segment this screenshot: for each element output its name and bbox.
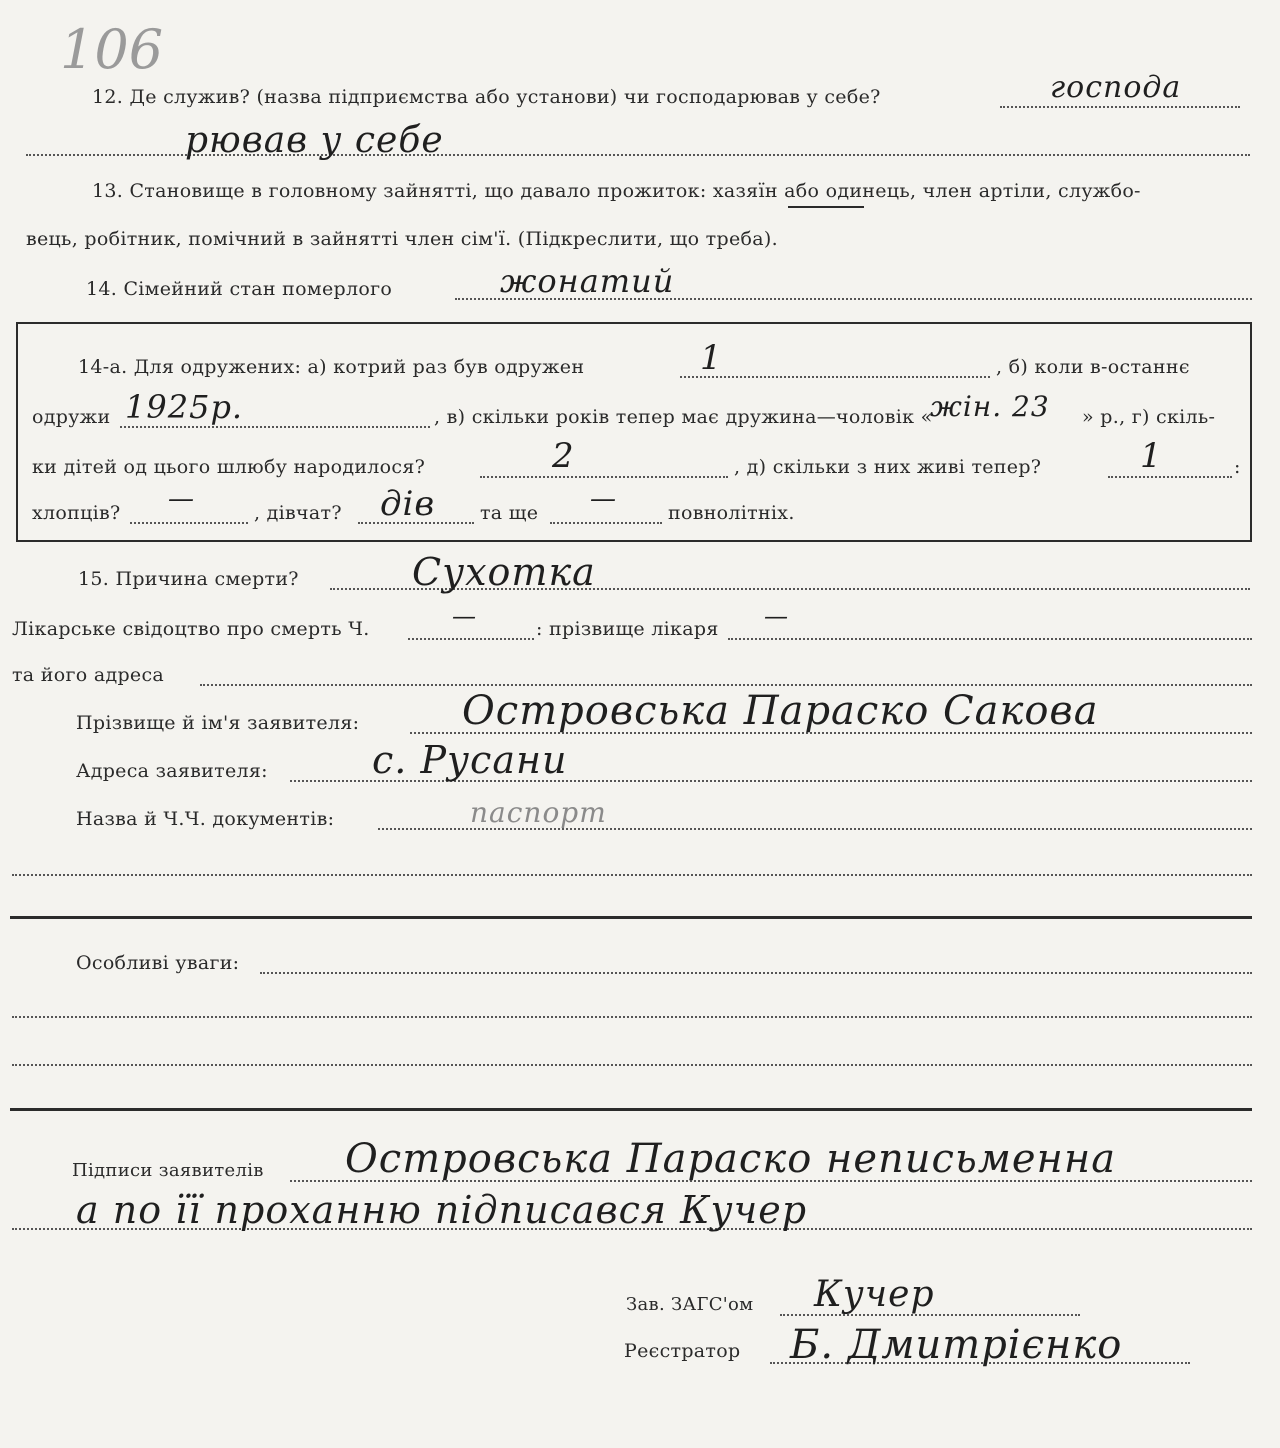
- registrar-label: Реєстратор: [624, 1340, 741, 1362]
- q12-answer-2: рював у себе: [185, 120, 444, 161]
- med-doctor-line: [728, 638, 1252, 640]
- q14a-b-line: [120, 426, 430, 428]
- q13-underline-mark: [788, 206, 864, 208]
- q14a-b-label-2: одружи: [32, 406, 111, 428]
- med-line: [408, 638, 534, 640]
- applicant-name-value: Островська Параско Сакова: [462, 688, 1099, 734]
- q14a-girls-value: дів: [380, 484, 436, 524]
- blank-line-1: [12, 874, 1252, 876]
- q14a-e-line: [1108, 476, 1232, 478]
- zags-label: Зав. ЗАГС'ом: [626, 1294, 754, 1315]
- q14a-colon: :: [1234, 456, 1241, 478]
- med-value: —: [452, 602, 477, 630]
- signatures-line-1-text: Островська Параско неписьменна: [345, 1136, 1117, 1182]
- q14a-b-value: 1925р.: [125, 388, 244, 426]
- q14a-also-line: [550, 522, 662, 524]
- q14a-c-label: , в) скільки років тепер має дружина—чоловік «: [434, 406, 933, 428]
- zags-signature: Кучер: [814, 1274, 935, 1315]
- q14a-e-label: , д) скільки з них живі тепер?: [734, 456, 1042, 478]
- marriage-box: [16, 322, 1252, 542]
- q14-answer: жонатий: [500, 262, 675, 300]
- q14a-d-value: 2: [552, 436, 575, 476]
- med-label: Лікарське свідоцтво про смерть Ч.: [12, 618, 370, 640]
- med-doctor-value: —: [764, 602, 789, 630]
- q15-label: 15. Причина смерти?: [78, 568, 299, 590]
- signatures-label: Підписи заявителів: [72, 1160, 264, 1181]
- q14a-e-value: 1: [1140, 436, 1163, 476]
- q14a-also-value: —: [590, 484, 617, 514]
- applicant-address-label: Адреса заявителя:: [76, 760, 268, 782]
- applicant-docs-label: Назва й Ч.Ч. документів:: [76, 808, 335, 830]
- q13-line-2: вець, робітник, помічний в зайнятті член сім'ї. (Підкреслити, що треба).: [26, 228, 778, 250]
- applicant-docs-value: паспорт: [470, 796, 607, 829]
- q14a-d-line: [480, 476, 728, 478]
- q14a-boys-label: хлопців?: [32, 502, 121, 524]
- q14a-b-label: , б) коли в-останнє: [996, 356, 1190, 378]
- q14a-a-value: 1: [700, 338, 723, 378]
- med-doctor-label: : прізвище лікаря: [536, 618, 719, 640]
- q14a-d-label: ки дітей од цього шлюбу народилося?: [32, 456, 426, 478]
- q14a-boys-line: [130, 522, 248, 524]
- applicant-name-label: Прізвище й ім'я заявителя:: [76, 712, 360, 734]
- q12-answer-line: [1000, 106, 1240, 108]
- notes-label: Особливі уваги:: [76, 952, 240, 974]
- applicant-address-value: с. Русани: [372, 738, 568, 782]
- notes-line-3: [12, 1064, 1252, 1066]
- q14a-c-suffix: » р., г) скіль-: [1082, 406, 1216, 428]
- registrar-signature: Б. Дмитрієнко: [790, 1322, 1123, 1368]
- section-rule-1: [10, 916, 1252, 919]
- q14a-a-line: [680, 376, 990, 378]
- q13-line-1: 13. Становище в головному зайнятті, що давало прожиток: хазяїн або одинець, член артіли, службо-: [92, 180, 1141, 202]
- q14-label: 14. Сімейний стан померлого: [86, 278, 393, 300]
- notes-line-2: [12, 1016, 1252, 1018]
- q14a-boys-value: —: [168, 484, 195, 514]
- q12-label: 12. Де служив? (назва підприємства або установи) чи господарював у себе?: [92, 86, 881, 108]
- q14a-a-label: 14-а. Для одружених: а) котрий раз був одружен: [78, 356, 585, 378]
- med-address-line: [200, 684, 1252, 686]
- q12-answer-1: господа: [1050, 70, 1182, 105]
- q14a-c-value: жін. 23: [930, 390, 1050, 423]
- q14a-also-label: та ще: [480, 502, 539, 524]
- q14a-adult-label: повнолітніх.: [668, 502, 795, 524]
- section-rule-2: [10, 1108, 1252, 1111]
- notes-line-1: [260, 972, 1252, 974]
- signatures-line-2-text: а по її проханню підписався Кучер: [76, 1188, 808, 1232]
- folio-number: 106: [60, 18, 164, 81]
- q15-answer: Сухотка: [412, 550, 596, 594]
- med-address-label: та його адреса: [12, 664, 165, 686]
- q14a-girls-label: , дівчат?: [254, 502, 342, 524]
